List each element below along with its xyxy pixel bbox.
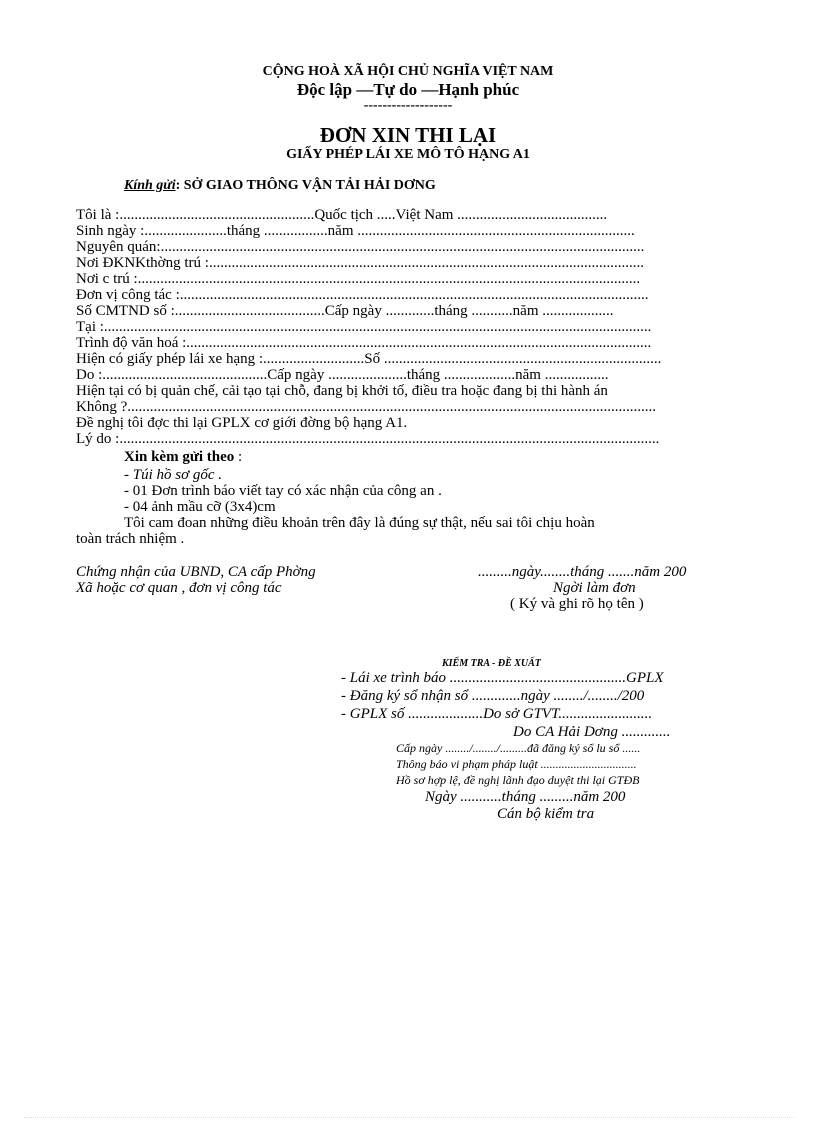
signature-note: ( Ký và ghi rõ họ tên ) (510, 596, 644, 612)
pledge-line: Tôi cam đoan những điều khoản trên đây là đúng sự thật, nếu sai tôi chịu hoàn (124, 515, 595, 531)
motto-divider: ------------------- (363, 98, 453, 113)
field-reason: Lý do :................................................................................................................................................ (76, 431, 660, 447)
field-id-number: Số CMTND số :........................................Cấp ngày .............tháng ...........năm ................... (76, 303, 614, 319)
field-workplace: Đơn vị công tác :............................................................................................................................. (76, 287, 649, 303)
attachment-item: - 01 Đơn trình báo viết tay có xác nhận của công an . (124, 483, 442, 499)
field-legal-status-question: Hiện tại có bị quản chế, cải tạo tại chỗ, đang bị khởi tố, điều tra hoặc đang bị thi hành án (76, 383, 608, 399)
document-subtitle: GIẤY PHÉP LÁI XE MÔ TÔ HẠNG A1 (286, 147, 530, 162)
field-legal-status-answer: Không ?............................................................................................................................................. (76, 399, 656, 415)
review-line: Cấp ngày ......../......../.........đã đăng ký sổ lu sổ ...... (396, 741, 641, 755)
attachment-item: - 04 ảnh mầu cỡ (3x4)cm (124, 499, 276, 515)
field-request: Đề nghị tôi đợc thi lại GPLX cơ giới đờng bộ hạng A1. (76, 415, 408, 431)
review-line: Hồ sơ hợp lệ, đề nghị lãnh đạo duyệt thi lại GTĐB (396, 773, 640, 787)
motto: Độc lập —Tự do —Hạnh phúc (296, 80, 520, 99)
page-bottom-border (24, 1117, 794, 1118)
attachments-heading: Xin kèm gửi theo : (124, 449, 243, 465)
addressee (124, 178, 436, 194)
field-license-class: Hiện có giấy phép lái xe hạng :...........................Số .......................................................................... (76, 351, 662, 367)
field-issued-at: Tại :.................................................................................................................................................. (76, 319, 652, 335)
review-line: - Lái xe trình báo ...............................................GPLX (341, 670, 664, 686)
field-hometown: Nguyên quán:................................................................................................................................. (76, 239, 645, 255)
certification-line: Chứng nhận của UBND, CA cấp Phờng (76, 564, 316, 580)
field-full-name: Tôi là :....................................................Quốc tịch .....Việt Nam ........................................ (76, 207, 608, 223)
field-permanent-address: Nơi ĐKNKthờng trú :.................................................................................................................... (76, 255, 644, 271)
nation-heading: CỘNG HOÀ XÃ HỘI CHỦ NGHĨA VIỆT NAM (262, 64, 554, 79)
field-birth-date: Sinh ngày :......................tháng .................năm .......................................................................... (76, 223, 635, 239)
attachment-item: - Túi hồ sơ gốc . (124, 467, 223, 483)
field-education: Trình độ văn hoá :............................................................................................................................ (76, 335, 652, 351)
signature-date: .........ngày........tháng .......năm 200 (478, 564, 687, 580)
reviewer-label: Cán bộ kiểm tra (497, 806, 595, 822)
certification-line: Xã hoặc cơ quan , đơn vị công tác (76, 580, 282, 596)
review-line: Do CA Hải Dơng ............. (513, 724, 671, 740)
field-issued-by: Do :............................................Cấp ngày .....................tháng ...................năm ................. (76, 367, 609, 383)
document-title: ĐƠN XIN THI LẠI (319, 123, 497, 147)
review-line: - GPLX số ....................Do sở GTVT......................... (341, 706, 653, 722)
applicant-label: Ngời làm đơn (553, 580, 636, 596)
review-heading: KIỂM TRA - ĐỀ XUẤT (442, 658, 541, 669)
field-current-address: Nơi c trú :...................................................................................................................................... (76, 271, 641, 287)
addressee-label: Kính gửi (124, 178, 176, 193)
review-line: Ngày ...........tháng .........năm 200 (425, 789, 626, 805)
review-line: Thông báo vi phạm pháp luật ................................ (396, 757, 637, 771)
review-line: - Đăng ký sổ nhận sổ .............ngày ......../......../200 (341, 688, 645, 704)
pledge-line: toàn trách nhiệm . (76, 531, 185, 547)
addressee-value: : SỞ GIAO THÔNG VẬN TẢI HẢI DƠNG (175, 178, 436, 193)
